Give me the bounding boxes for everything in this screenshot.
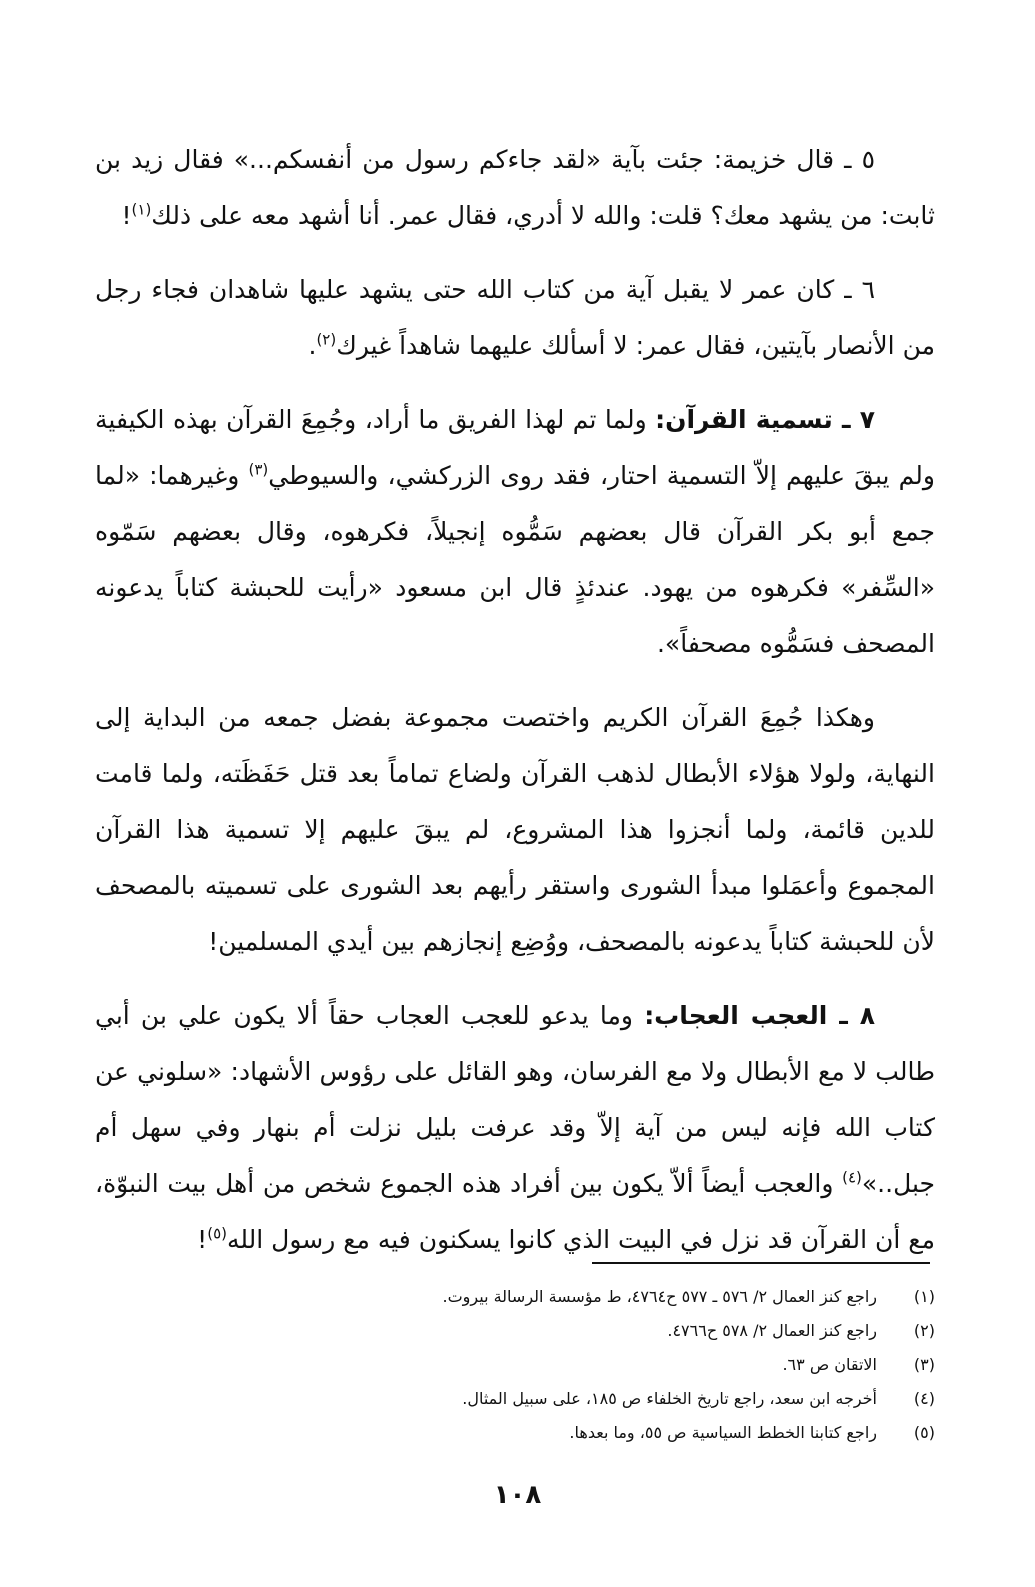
- footnote-text: الاتقان ص ٦٣.: [782, 1355, 877, 1374]
- footnote-text: راجع كتابنا الخطط السياسية ص ٥٥، وما بعدها.: [569, 1423, 877, 1442]
- footnote-item: [200, 1382, 935, 1416]
- paragraph-heading: ٧ ـ تسمية القرآن:: [655, 405, 875, 434]
- footnote-ref[interactable]: (٢): [316, 330, 337, 349]
- paragraph-text: ولما تم لهذا الفريق ما أراد، وجُمِعَ القرآن بهذه الكيفية ولم يبقَ عليهم إلاّ التسمية احتار، فقد روى الزركشي، والسيوطي: [95, 405, 935, 490]
- footnote-number: (٣): [913, 1355, 935, 1374]
- paragraph-text: وما يدعو للعجب العجاب حقاً ألا يكون علي بن أبي طالب لا مع الأبطال ولا مع الفرسان، وهو القائل على رؤوس الأشهاد: «سلوني عن كتاب الله فإنه ليس من آية إلاّ وقد عرفت بليل نزلت أم بنهار وفي سهل أم جبل..»: [95, 1001, 935, 1198]
- paragraph-heading: ٨ ـ العجب العجاب:: [644, 1001, 875, 1030]
- paragraph-text-end: !: [121, 201, 132, 230]
- footnote-ref[interactable]: (٣): [248, 460, 269, 479]
- paragraph-8: [95, 988, 935, 1268]
- footnote-number: (١): [913, 1287, 935, 1306]
- paragraph-text-mid: والعجب أيضاً ألاّ يكون بين أفراد هذه الجموع شخص من أهل بيت النبوّة، مع أن القرآن قد نزل في البيت الذي كانوا يسكنون فيه مع رسول الله: [95, 1169, 935, 1254]
- footnote-divider: [592, 1262, 930, 1264]
- main-text: [95, 132, 935, 1286]
- paragraph-text-end: وغيرهما: «لما جمع أبو بكر القرآن قال بعضهم سَمُّوه إنجيلاً، فكرهوه، وقال بعضهم سَمّوه «السِّفر» فكرهوه من يهود. عندئذٍ قال ابن مسعود «رأيت للحبشة كتاباً يدعونه المصحف فسَمُّوه مصحفاً».: [95, 461, 935, 658]
- paragraph-text: وهكذا جُمِعَ القرآن الكريم واختصت مجموعة بفضل جمعه من البداية إلى النهاية، ولولا هؤلاء الأبطال لذهب القرآن ولضاع تماماً بعد قتل حَفَظَته، ولما قامت للدين قائمة، ولما أنجزوا هذا المشروع، لم يبقَ عليهم إلا تسمية هذا القرآن المجموع وأعمَلوا مبدأ الشورى واستقر رأيهم بعد الشورى على تسميته بالمصحف لأن للحبشة كتاباً يدعونه بالمصحف، ووُضِع إنجازهم بين أيدي المسلمين!: [95, 703, 935, 956]
- footnote-ref[interactable]: (٤): [842, 1168, 862, 1187]
- footnote-number: (٤): [913, 1389, 935, 1408]
- paragraph-7: [95, 392, 935, 672]
- footnote-number: (٥): [913, 1423, 935, 1442]
- paragraph-summary: [95, 690, 935, 970]
- paragraph-6: [95, 262, 935, 374]
- footnotes: [200, 1280, 935, 1450]
- footnote-item: [200, 1314, 935, 1348]
- footnote-item: [200, 1348, 935, 1382]
- paragraph-text-end: .: [308, 331, 317, 360]
- paragraph-text: ٥ ـ قال خزيمة: جئت بآية «لقد جاءكم رسول من أنفسكم...» فقال زيد بن ثابت: من يشهد معك؟ قلت: والله لا أدري، فقال عمر. أنا أشهد معه على ذلك: [95, 145, 935, 230]
- paragraph-text-end: !: [197, 1225, 208, 1254]
- footnote-ref[interactable]: (٥): [207, 1224, 227, 1243]
- paragraph-text: ٦ ـ كان عمر لا يقبل آية من كتاب الله حتى يشهد عليها شاهدان فجاء رجل من الأنصار بآيتين، فقال عمر: لا أسألك عليهما شاهداً غيرك: [95, 275, 935, 360]
- page-number: ١٠٨: [493, 1480, 542, 1510]
- footnote-ref[interactable]: (١): [131, 200, 152, 219]
- footnote-text: راجع كنز العمال ٢/ ٥٧٦ ـ ٥٧٧ ح٤٧٦٤، ط مؤسسة الرسالة بيروت.: [442, 1287, 877, 1306]
- footnote-number: (٢): [913, 1321, 935, 1340]
- footnote-item: [200, 1416, 935, 1450]
- footnote-text: أخرجه ابن سعد، راجع تاريخ الخلفاء ص ١٨٥، على سبيل المثال.: [462, 1389, 877, 1408]
- footnote-item: [200, 1280, 935, 1314]
- footnote-text: راجع كنز العمال ٢/ ٥٧٨ ح٤٧٦٦.: [667, 1321, 877, 1340]
- paragraph-5: [95, 132, 935, 244]
